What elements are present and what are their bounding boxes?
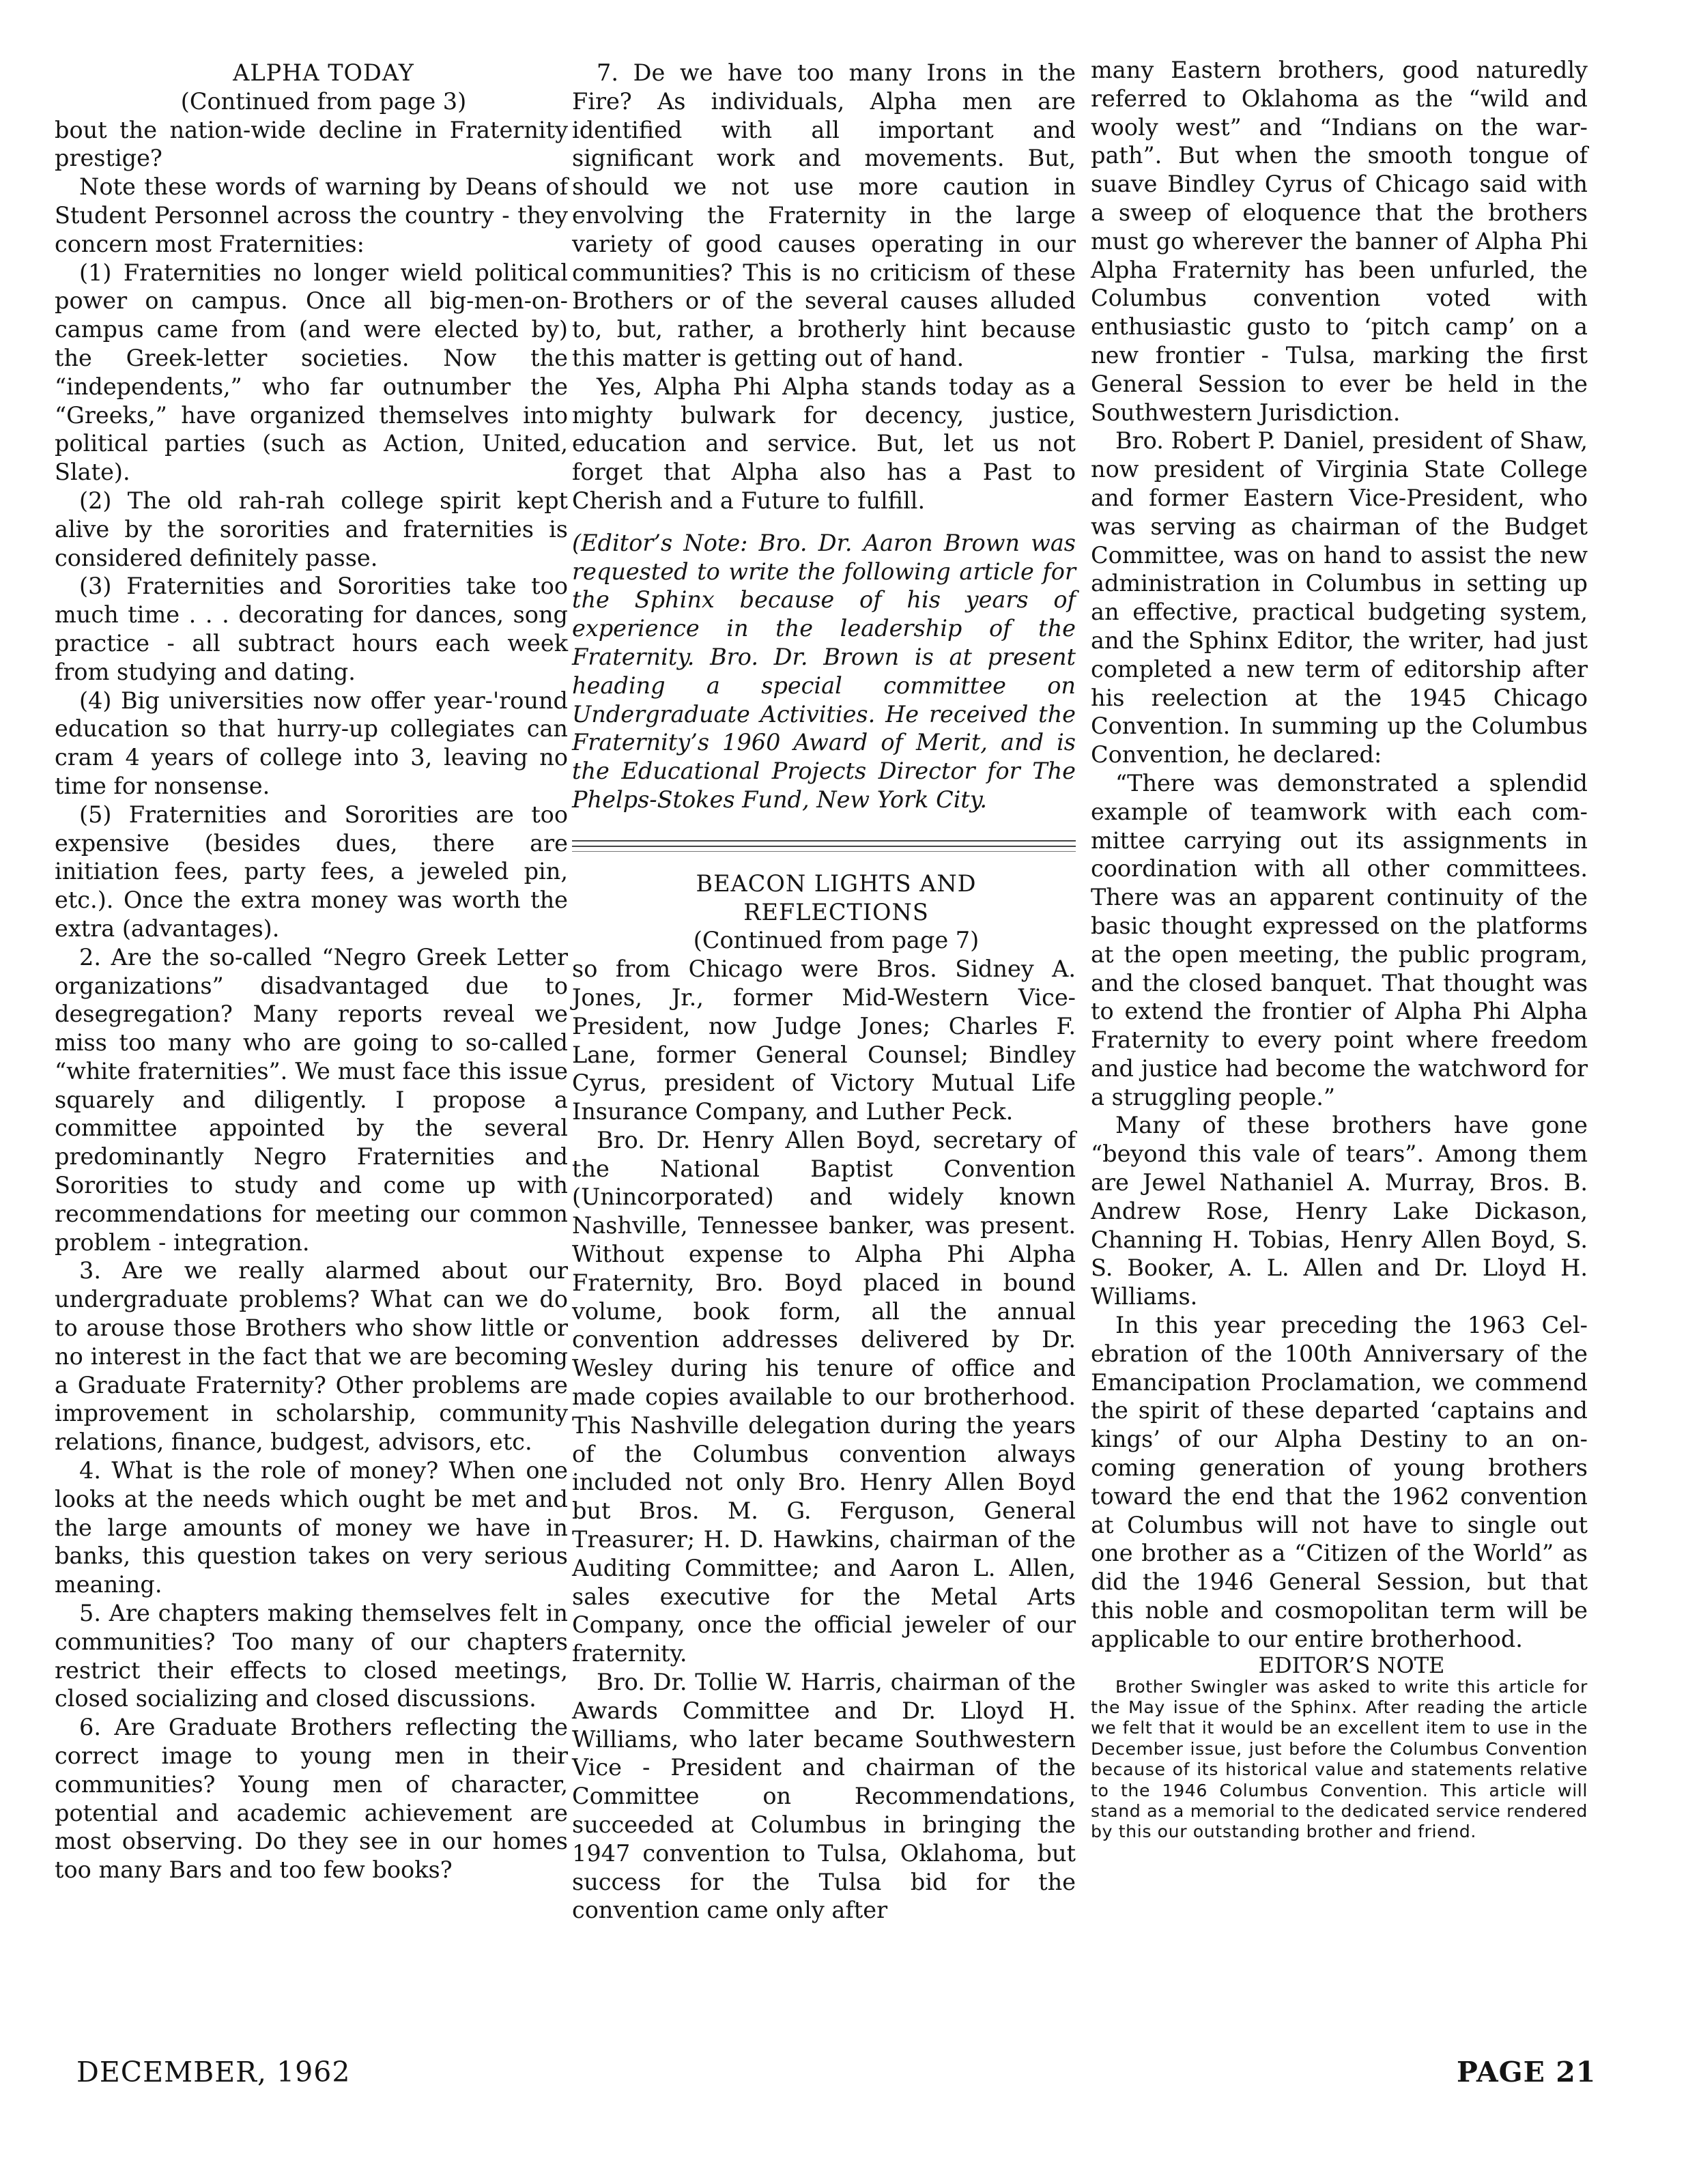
beacon-lights-title-line1: BEACON LIGHTS AND (696, 870, 977, 897)
beacon-lights-title-line2: REFLECTIONS (743, 898, 929, 925)
alpha-today-paragraph: (4) Big universities now offer year-'round education so that hurry-up collegiates can cram 4 years of college into 3, leaving no time for nonsense. (55, 687, 568, 799)
beacon-lights-paragraph: Bro. Dr. Henry Allen Boyd, secretary of the National Baptist Convention (Unincorporated) and widely known Nashville, Tennessee banker, was present. Without expense to Alpha Phi Alpha Fraternity, Bro. Boyd placed in bound volume, book form, all the annual convention addresses delivered by Dr. Wesley during his tenure of office and made copies available to our brotherhood. This Nashville delegation during the years of the Columbus convention always included not only Bro. Henry Allen Boyd but Bros. M. G. Ferguson, General Treasurer; H. D. Hawkins, chairman of the Auditing Committee; and Aaron L. Allen, sales executive for the Metal Arts Company, once the official jeweler of our fraternity. (572, 1126, 1076, 1667)
beacon-lights-paragraph: Bro. Robert P. Daniel, president of Shaw, now president of Virginia State College and former Eastern Vice-President, who was serving as chairman of the Budget Committee, was on hand to assist the new administration in Columbus in setting up an effective, practical budgeting system, and the Sphinx Editor, the writer, had just completed a new term of editorship after his reelection at the 1945 Chicago Convention. In summing up the Columbus Convention, he declared: (1091, 427, 1588, 768)
beacon-lights-paragraph: Bro. Dr. Tollie W. Harris, chairman of the Awards Committee and Dr. Lloyd H. Williams, who later became Southwestern Vice - President and chairman of the Committee on Recommendations, succeeded at Columbus in bringing the 1947 convention to Tulsa, Oklahoma, but success for the Tulsa bid for the convention came only after (572, 1669, 1076, 1924)
alpha-today-paragraph: (3) Fraternities and Sororities take too much time . . . decorating for dances, song practice - all subtract hours each week from studying and dating. (55, 573, 568, 685)
beacon-lights-paragraph: Many of these brothers have gone “beyond this vale of tears”. Among them are Jewel Nathaniel A. Murray, Bros. B. Andrew Rose, Henry Lake Dickason, Channing H. Tobias, Henry Allen Boyd, S. S. Booker, A. L. Allen and Dr. Lloyd H. Williams. (1091, 1112, 1588, 1310)
alpha-today-paragraph: 6. Are Graduate Brothers reflecting the correct image to young men in their communities? Young men of character, potential and academic achievement are most observing. Do they see in our homes too many Bars and too few books? (55, 1714, 568, 1884)
alpha-today-paragraph: Note these words of warning by Deans of Student Personnel across the country - they concern most Fraternities: (55, 173, 568, 257)
beacon-lights-paragraph: In this year preceding the 1963 Celebration of the 100th Anniversary of the Emancipation Proclamation, we commend the spirit of these departed ‘captains and kings’ of our Alpha Destiny to an on-coming generation of young brothers toward the end that the 1962 convention at Columbus will not have to single out one brother as a “Citizen of the World” as did the 1946 General Session, but that this noble and cosmopolitan term will be applicable to our entire brotherhood. (1091, 1312, 1588, 1652)
beacon-lights-paragraph: “There was demonstrated a splendid example of teamwork with each committee carrying out its assignments in coordination with all other committees. There was an apparent continuity of the basic thought expressed on the platforms at the open meeting, the public program, and the closed banquet. That thought was to extend the frontier of Alpha Phi Alpha Fraternity to every point where freedom and justice had become the watchword for a struggling people.” (1091, 769, 1588, 1110)
alpha-today-paragraph: 7. De we have too many Irons in the Fire? As individuals, Alpha men are identified with all important and significant work and movements. But, should we not use more caution in envolving the Fraternity in the large variety of good causes operating in our communities? This is no criticism of these Brothers or of the several causes alluded to, but, rather, a brotherly hint because this matter is getting out of hand. (572, 59, 1076, 371)
alpha-today-paragraph: 5. Are chapters making themselves felt in communities? Too many of our chapters restrict their effects to closed meetings, closed socializing and closed discussions. (55, 1600, 568, 1712)
alpha-today-paragraph: 2. Are the so-called “Negro Greek Letter organizations” disadvantaged due to desegregation? Many reports reveal we miss too many who are going to so-called “white fraternities”. We must face this issue squarely and diligently. I propose a committee appointed by the several predominantly Negro Fraternities and Sororities to study and come up with recommendations for meeting our common problem - integration. (55, 943, 568, 1256)
beacon-lights-paragraph: many Eastern brothers, good naturedly referred to Oklahoma as the “wild and wooly west” and “Indians on the warpath”. But when the smooth tongue of suave Bindley Cyrus of Chicago said with a sweep of eloquence that the brothers must go wherever the banner of Alpha Phi Alpha Fraternity has been unfurled, the Columbus convention voted with enthusiastic gusto to ‘pitch camp’ on a new frontier - Tulsa, marking the first General Session to ever be held in the Southwestern Jurisdiction. (1091, 57, 1588, 426)
column-3 (1091, 56, 1588, 1843)
alpha-today-title: ALPHA TODAY (233, 59, 414, 86)
footer-page-number: PAGE 21 (1457, 2056, 1597, 2088)
alpha-today-paragraph: 4. What is the role of money? When one looks at the needs which ought be met and the large amounts of money we have in banks, this question takes on very serious meaning. (55, 1457, 568, 1598)
alpha-today-continued: (Continued from page 3) (180, 87, 467, 115)
section-divider (572, 840, 1076, 847)
alpha-today-paragraph: (2) The old rah-rah college spirit kept alive by the sororities and fraternities is considered definitely passe. (55, 487, 568, 571)
beacon-lights-paragraph: so from Chicago were Bros. Sidney A. Jones, Jr., former Mid-Western Vice-President, now Judge Jones; Charles F. Lane, former General Counsel; Bindley Cyrus, president of Victory Mutual Life Insurance Company, and Luther Peck. (572, 956, 1076, 1125)
footer-date: DECEMBER, 1962 (76, 2056, 351, 2088)
section-divider-thin (572, 851, 1076, 852)
column-2 (572, 59, 1076, 1925)
alpha-today-paragraph: (1) Fraternities no longer wield political power on campus. Once all big-men-on-campus came from (and were elected by) the Greek-letter societies. Now the “independents,” who far outnumber the “Greeks,” have organized themselves into political parties (such as Action, United, Slate). (55, 259, 568, 486)
column-1 (55, 59, 568, 1884)
beacon-lights-continued: (Continued from page 7) (693, 927, 980, 954)
alpha-today-paragraph: (5) Fraternities and Sororities are too expensive (besides dues, there are initiation fees, party fees, a jeweled pin, etc.). Once the extra money was worth the extra (advantages). (55, 801, 568, 942)
alpha-today-paragraph: bout the nation-wide decline in Fraternity prestige? (55, 116, 568, 172)
editors-note-title: EDITOR’S NOTE (1258, 1652, 1445, 1678)
alpha-today-paragraph: Yes, Alpha Phi Alpha stands today as a mighty bulwark for decency, justice, education and service. But, let us not forget that Alpha also has a Past to Cherish and a Future to fulfill. (572, 373, 1076, 514)
editors-note-italic: (Editor’s Note: Bro. Dr. Aaron Brown was requested to write the following article for the Sphinx because of his years of experience in the leadership of the Fraternity. Bro. Dr. Brown is at present heading a special committee on Undergraduate Activities. He received the Fraternity’s 1960 Award of Merit, and is the Educational Projects Director for The Phelps-Stokes Fund, New York City. (572, 529, 1076, 813)
alpha-today-paragraph: 3. Are we really alarmed about our undergraduate problems? What can we do to arouse those Brothers who show little or no interest in the fact that we are becoming a Graduate Fraternity? Other problems are improvement in scholarship, community relations, finance, budgest, advisors, etc. (55, 1257, 568, 1456)
editors-note-body: Brother Swingler was asked to write this article for the May issue of the Sphinx. After reading the article we felt that it would be an excellent item to use in the December issue, just before the Columbus Convention because of its historical value and statements relative to the 1946 Columbus Convention. This article will stand as a memorial to the dedicated service rendered by this our outstanding brother and friend. (1091, 1676, 1588, 1842)
